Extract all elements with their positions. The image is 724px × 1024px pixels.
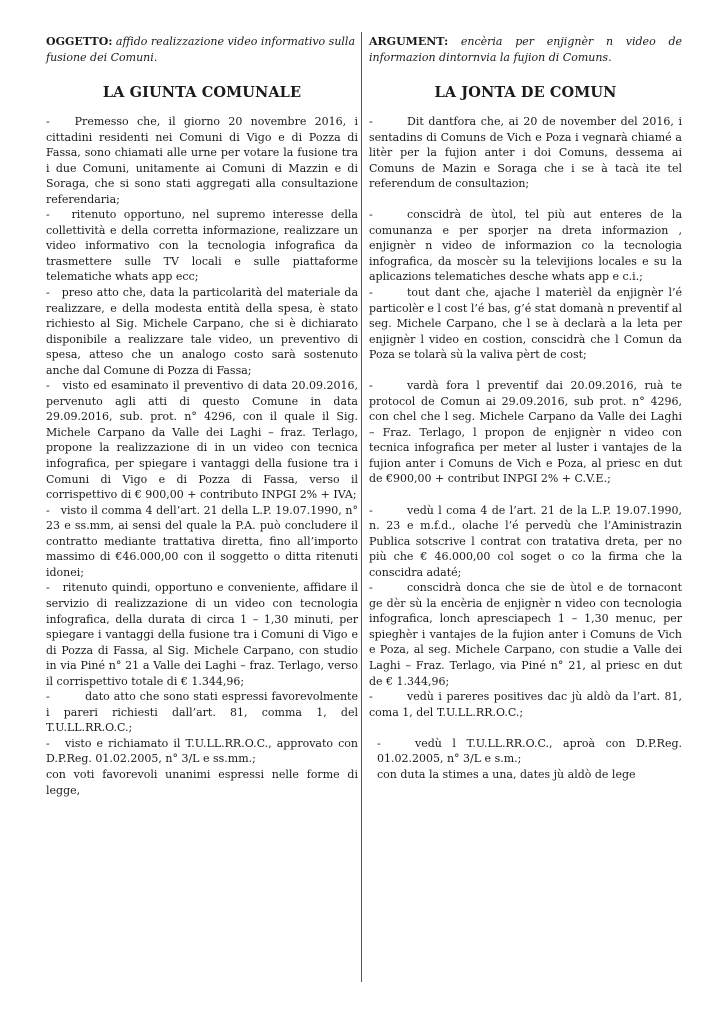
paragraph-vote: con voti favorevoli unanimi espressi nelle forme di legge,: [46, 767, 358, 797]
subject-text: encèria per enjignèr n video de informazion dintornvia la fujion di Comuns.: [369, 35, 682, 64]
section-heading: LA GIUNTA COMUNALE: [102, 84, 302, 101]
resolution-body: [369, 114, 682, 782]
paragraph-premise: - Dit dantfora che, ai 20 de november del 2016, i sentadins di Comuns de Vich e Poza i vegnarà chiamé a litèr per la fujion anter i doi Comuns, dessema ai Comuns de Mazin e Soraga che i se à tacà ite tel referendum de consultazion;: [369, 115, 682, 191]
ladin-column: [369, 34, 682, 782]
paragraph-reference: - vedù l T.U.LL.RR.O.C., aproà con D.P.Reg. 01.02.2005, n° 3/L e s.m.;: [377, 736, 682, 766]
paragraph-opportunity: - ritenuto opportuno, nel supremo interesse della collettività e della corretta informazione, realizzare un video informativo con la tecnologia infografica da trasmettere sulle TV locali e sulle piattaforme telematiche whats app ecc;: [46, 208, 362, 284]
paragraph-law: - vedù l coma 4 de l’art. 21 de la L.P. 19.07.1990, n. 23 e m.f.d., olache l’é pervedù che l’Aministrazin Publica sotscrive l contrat con tratativa dreta, per no più che € 46.000,00 col soget o co la firma che la conscidra adaté;: [369, 503, 682, 579]
paragraph-opinions: - vedù i pareres positives dac jù aldò da l’art. 81, coma 1, del T.U.LL.RR.O.C.;: [369, 690, 682, 719]
paragraph-noted: - tout dant che, ajache l materièl da enjignèr l’é particolèr e l cost l’é bas, g’é stat domanà n preventif al seg. Michele Carpano, che l se à declarà a la leta per enjignèr l video en costion, conscidrà che l Comun da Poza se tolarà sù la valiva pèrt de cost;: [369, 285, 682, 362]
paragraph-opinions: - dato atto che sono stati espressi favorevolmente i pareri richiesti dall’art. 81, comma 1, del T.U.LL.RR.O.C.;: [46, 690, 362, 735]
paragraph-quote: - vardà fora l preventif dai 20.09.2016, ruà te protocol de Comun ai 29.09.2016, sub prot. n° 4296, con chel che l seg. Michele Carpano da Valle dei Laghi – Fraz. Terlago, l propon de enjignèr n video con tecnica infografica per meter al luster i vantajes de la fujion anter i Comuns de Vich e Poza, al priesc en dut de €900,00 + contribut INPGI 2% + C.V.E.;: [369, 379, 682, 486]
section-heading: LA JONTA DE COMUN: [434, 84, 617, 101]
paragraph-law: - visto il comma 4 dell’art. 21 della L.P. 19.07.1990, n° 23 e ss.mm, ai sensi del quale la P.A. può concludere il contratto mediante trattativa diretta, fino all’importo massimo di €46.000,00 con il soggetto o ditta ritenuti idonei;: [46, 503, 362, 579]
paragraph-reference: - visto e richiamato il T.U.LL.RR.O.C., approvato con D.P.Reg. 01.02.2005, n° 3/L e ss.mm.;: [46, 736, 362, 766]
paragraph-vote: con duta la stimes a una, dates jù aldò de lege: [377, 767, 636, 781]
paragraph-noted: - preso atto che, data la particolarità del materiale da realizzare, e della modesta entità della spesa, è stato richiesto al Sig. Michele Carpano, che si è dichiarato disponibile a realizzare tale video, un preventivo di spesa, atteso che un analogo costo sarà sostenuto anche dal Comune di Pozza di Fassa;: [46, 286, 362, 377]
resolution-body: [46, 114, 362, 798]
subject-text: affido realizzazione video informativo sulla fusione dei Comuni.: [46, 35, 356, 64]
subject-label: ARGUMENT:: [369, 35, 449, 48]
paragraph-opportunity: - conscidrà de ùtol, tel più aut enteres de la comunanza e per sporjer na dreta informazion , enjignèr n video de informazion co la tecnologia infografica, da moscèr su la televijions locales e su la aplicazions telematiches desche whats app e c.i.;: [369, 208, 682, 284]
paragraph-assignment: - conscidrà donca che sie de ùtol e de tornacont ge dèr sù la encèria de enjignèr n video con tecnologia infografica, lonch apresciapech 1 – 1,30 menuc, per spieghèr i vantajes de la fujion anter i Comuns de Vich e Poza, al seg. Michele Carpano, con studie a Valle dei Laghi – Fraz. Terlago, via Piné n° 21, al priesc en dut de € 1.344,96;: [369, 581, 682, 688]
subject-label: OGGETTO:: [46, 35, 113, 48]
italian-column: [46, 34, 362, 798]
paragraph-premise: - Premesso che, il giorno 20 novembre 2016, i cittadini residenti nei Comuni di Vigo e di Pozza di Fassa, sono chiamati alle urne per votare la fusione tra i due Comuni, unitamente ai Comuni di Mazzin e di Soraga, che si sono stati aggregati alla consultazione referendaria;: [46, 115, 362, 206]
subject-line: [46, 34, 358, 65]
subject-line: [369, 34, 682, 65]
paragraph-quote: - visto ed esaminato il preventivo di data 20.09.2016, pervenuto agli atti di questo Comune in data 29.09.2016, sub. prot. n° 4296, con il quale il Sig. Michele Carpano da Valle dei Laghi – fraz. Terlago, propone la realizzazione di in un video con tecnica infografica, per spiegare i vantaggi della fusione tra i Comuni di Vigo e di Pozza di Fassa, verso il corrispettivo di € 900,00 + contributo INPGI 2% + IVA;: [46, 379, 362, 502]
paragraph-assignment: - ritenuto quindi, opportuno e conveniente, affidare il servizio di realizzazione di un video con tecnologia infografica, della durata di circa 1 – 1,30 minuti, per spiegare i vantaggi della fusione tra i Comuni di Vigo e di Pozza di Fassa, al Sig. Michele Carpano, con studio in via Piné n° 21 a Valle dei Laghi – fraz. Terlago, verso il corrispettivo totale di € 1.344,96;: [46, 581, 362, 688]
